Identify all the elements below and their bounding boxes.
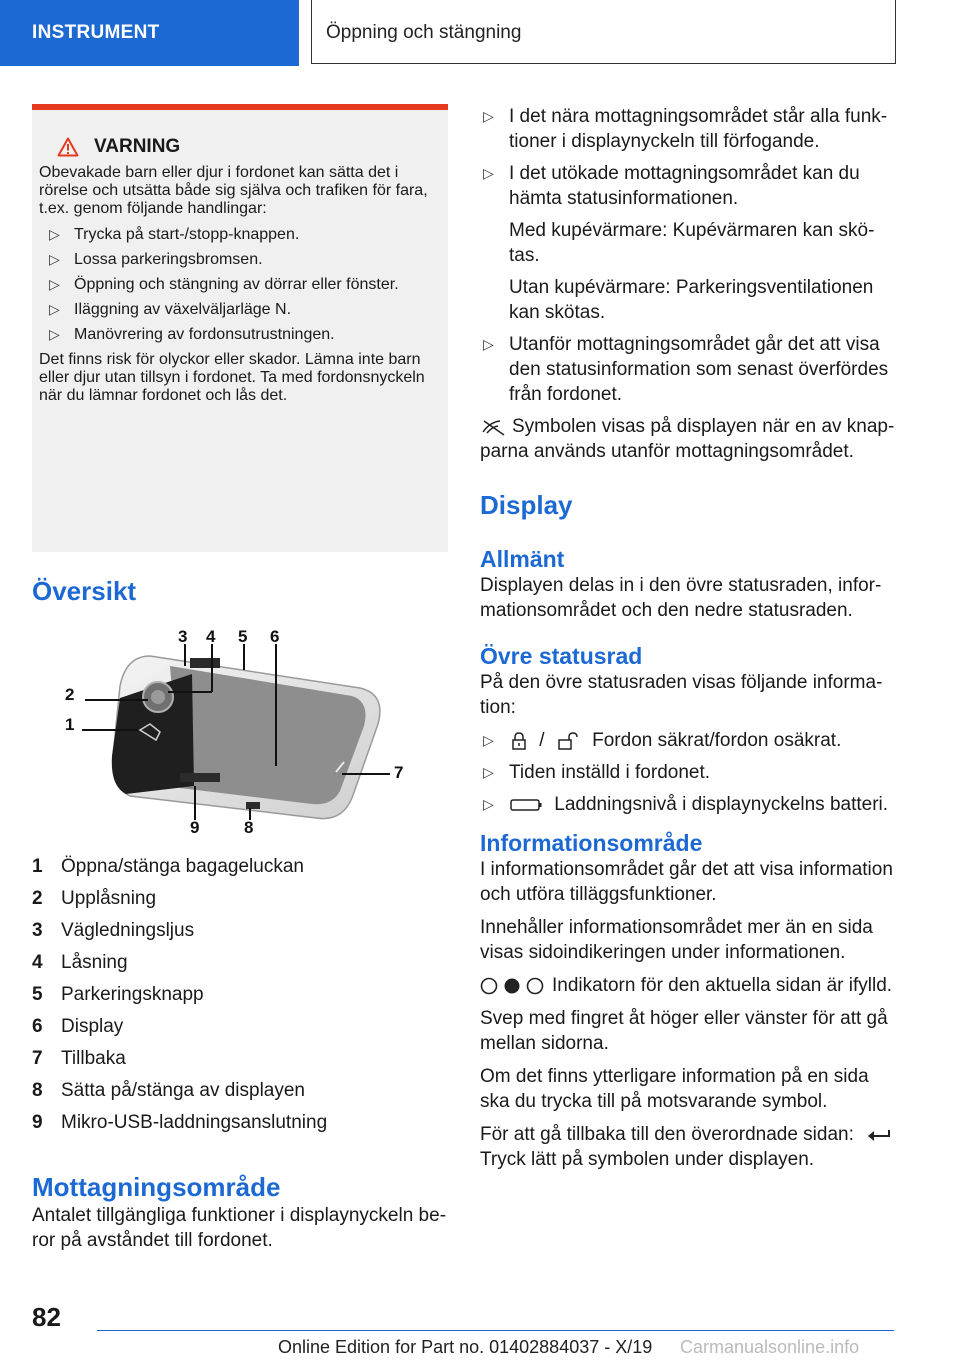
callout-8: 8: [244, 818, 254, 837]
info-text-4: Om det finns ytterligare information på en sida ska du trycka till på motsvarande symbol.: [480, 1066, 869, 1112]
indicator-paragraph: Indikatorn för den aktuella sidan är ifylld.: [480, 973, 896, 998]
section-tab[interactable]: INSTRUMENT: [0, 0, 299, 66]
list-item: ▷ I det nära mottagningsområdet står alla funktioner i displaynyckeln till förfogande.: [483, 106, 888, 152]
overview-heading: Översikt: [32, 576, 137, 606]
back-arrow-icon: [865, 1126, 895, 1144]
list-item: 7 Tillbaka: [32, 1048, 126, 1069]
bullet-triangle-icon: ▷: [49, 326, 60, 342]
bullet-triangle-icon: ▷: [483, 108, 494, 124]
overview-section: [32, 576, 448, 606]
battery-icon: [509, 797, 543, 813]
list-item: ▷ Utanför mottagningsområdet går det att visa den statusinformation som senast överfördes från fordonet.: [483, 334, 889, 405]
legend-section: [32, 854, 448, 1142]
footer-divider: [97, 1330, 894, 1331]
info-text-1: I informationsområdet går det att visa information och utföra tilläggsfunktioner.: [480, 859, 893, 905]
list-item: ▷ Öppning och stängning av dörrar eller fönster.: [49, 276, 399, 293]
warning-title: VARNING: [94, 136, 181, 157]
bullet-triangle-icon: ▷: [483, 165, 494, 181]
display-key-illustration: [60, 626, 410, 841]
info-area-heading: Informationsområde: [480, 830, 703, 856]
bullet-triangle-icon: ▷: [483, 796, 494, 812]
callout-7: 7: [394, 763, 404, 782]
list-item: 5 Parkeringsknapp: [32, 984, 204, 1005]
callout-1: 1: [65, 715, 75, 734]
upper-status-text: På den övre statusraden visas följande information:: [480, 672, 883, 718]
list-item: ▷ Lossa parkeringsbromsen.: [49, 251, 263, 268]
list-item: 8 Sätta på/stänga av displayen: [32, 1080, 306, 1101]
warning-box: [32, 104, 448, 552]
reception-sub-2: Utan kupévärmare: Parkeringsventilationen kan skötas.: [509, 277, 874, 323]
page-number: 82: [32, 1302, 61, 1332]
bullet-triangle-icon: ▷: [483, 732, 494, 748]
bullet-triangle-icon: ▷: [49, 226, 60, 242]
no-signal-icon: [480, 418, 508, 436]
warning-heading: [39, 136, 440, 158]
list-item: 2 Upplåsning: [32, 888, 157, 909]
list-item: 3 Vägledningsljus: [32, 920, 195, 941]
reception-section: [32, 1172, 448, 1261]
upper-status-heading: Övre statusrad: [480, 643, 643, 669]
callout-6: 6: [270, 627, 280, 646]
bullet-triangle-icon: ▷: [49, 276, 60, 292]
info-text-3: Svep med fingret åt höger eller vänster för att gå mellan sidorna.: [480, 1008, 888, 1054]
list-item: ▷ I det utökade mottagningsområdet kan du hämta statusinformationen. Med kupévärmare: Kupévärmaren kan skötas. Utan kupévärmare: Parkeringsventilationen kan skötas.: [480, 161, 896, 325]
warning-list: [39, 226, 440, 344]
general-heading: Allmänt: [480, 546, 565, 572]
reception-sub-1: Med kupévärmare: Kupévärmaren kan skötas.: [509, 220, 875, 266]
reception-text: Antalet tillgängliga funktioner i displaynyckeln beror på avståndet till fordonet.: [32, 1205, 447, 1251]
chapter-title: Öppning och stängning: [311, 0, 896, 64]
list-item: 1 Öppna/stänga bagageluckan: [32, 856, 304, 877]
display-section: [480, 490, 896, 1180]
upper-status-list: [480, 728, 896, 817]
footer-watermark: Carmanualsonline.info: [680, 1337, 860, 1357]
list-item: 9 Mikro-USB-laddningsanslutning: [32, 1112, 328, 1133]
warning-outro: Det finns risk för olyckor eller skador. Lämna inte barn eller djur utan tillsyn i fordonet. Ta med fordonsnyckeln när du lämnar fordonet och lås det.: [39, 351, 425, 404]
general-text: Displayen delas in i den övre statusraden, informationsområdet och den nedre statusraden.: [480, 575, 882, 621]
list-item: ▷ Laddningsnivå i displaynyckelns batteri.: [483, 794, 889, 815]
list-item: ▷ Tiden inställd i fordonet.: [483, 762, 711, 783]
lock-open-icon: [555, 731, 581, 751]
bullet-triangle-icon: ▷: [49, 301, 60, 317]
info-text-2: Innehåller informationsområdet mer än en sida visas sidoindikeringen under informationen.: [480, 917, 873, 963]
callout-4: 4: [206, 627, 216, 646]
list-item: ▷ Trycka på start-/stopp-knappen.: [49, 226, 300, 243]
page-indicator-icon: [480, 976, 546, 996]
bullet-triangle-icon: ▷: [49, 251, 60, 267]
list-item: 4 Låsning: [32, 952, 128, 973]
callout-9: 9: [190, 818, 200, 837]
symbol-paragraph: Symbolen visas på displayen när en av knapparna används utanför mottagningsområdet.: [480, 416, 895, 462]
back-paragraph: För att gå tillbaka till den överordnade sidan: Tryck lätt på symbolen under displayen.: [480, 1122, 896, 1172]
lock-closed-icon: [509, 731, 529, 751]
reception-list: [480, 104, 896, 407]
reception-list-section: [480, 104, 896, 472]
list-item: ▷ Manövrering av fordonsutrustningen.: [49, 326, 335, 343]
callout-2: 2: [65, 685, 75, 704]
display-heading: Display: [480, 490, 573, 520]
warning-intro: Obevakade barn eller djur i fordonet kan sätta det i rörelse och utsätta både sig själva och trafiken för fara, t.ex. genom följande handlingar:: [39, 164, 428, 217]
page-header: [0, 0, 960, 66]
warning-triangle-icon: [57, 137, 79, 157]
list-item: ▷ Iläggning av växelväljarläge N.: [49, 301, 292, 318]
bullet-triangle-icon: ▷: [483, 336, 494, 352]
bullet-triangle-icon: ▷: [483, 764, 494, 780]
callout-3: 3: [178, 627, 188, 646]
list-item: ▷ / Fordon säkrat/fordon osäkrat.: [483, 730, 842, 751]
legend-list: [32, 854, 448, 1142]
reception-heading: Mottagningsområde: [32, 1172, 281, 1202]
list-item: 6 Display: [32, 1016, 124, 1037]
footer-edition: Online Edition for Part no. 01402884037 - X/19: [278, 1337, 653, 1357]
callout-5: 5: [238, 627, 248, 646]
